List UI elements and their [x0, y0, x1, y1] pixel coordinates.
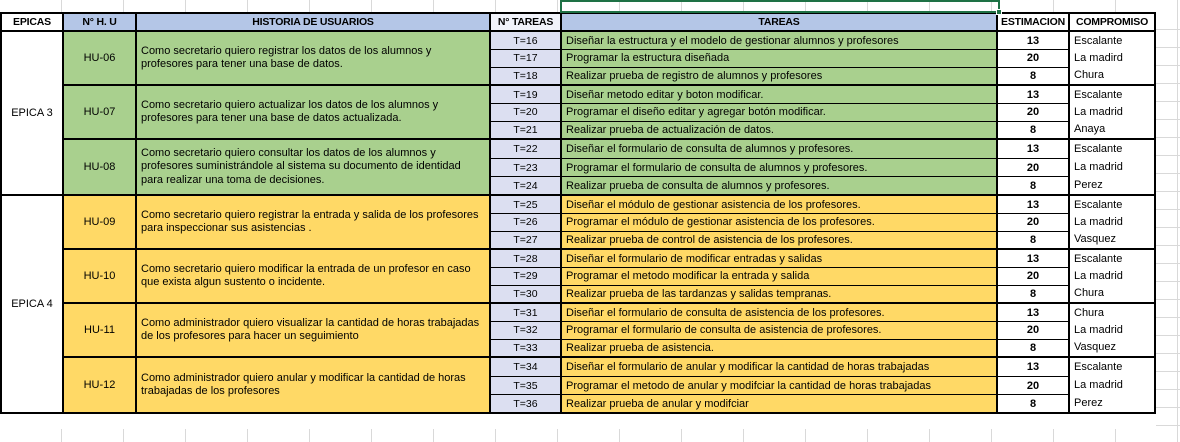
header-hu[interactable]: N° H. U [64, 14, 137, 30]
cell-task-no[interactable]: T=30 [491, 285, 562, 302]
story-hu-10 [64, 250, 1154, 304]
header-tareas[interactable]: TAREAS [562, 14, 998, 30]
task-row [491, 32, 1154, 49]
cell-estimacion[interactable]: 8 [998, 176, 1070, 194]
cell-compromiso[interactable]: La madird [1070, 49, 1154, 66]
empty-row-bottom [0, 429, 1180, 442]
user-stories-table [0, 12, 1156, 414]
header-epicas[interactable]: EPICAS [2, 14, 64, 30]
cell-estimacion[interactable]: 13 [998, 196, 1070, 213]
cell-historia[interactable]: Como secretario quiero modificar la entrada de un profesor en caso que exista algun sustento o incidente. [137, 250, 491, 302]
cell-compromiso[interactable]: La madrid [1070, 267, 1154, 284]
epic-3-block [2, 32, 1154, 196]
cell-compromiso[interactable]: Perez [1070, 394, 1154, 412]
cell-compromiso[interactable]: Escalante [1070, 86, 1154, 103]
cell-task-no[interactable]: T=21 [491, 121, 562, 138]
cell-estimacion[interactable]: 20 [998, 158, 1070, 176]
cell-estimacion[interactable]: 13 [998, 250, 1070, 267]
header-n-tareas[interactable]: N° TAREAS [491, 14, 562, 30]
cell-estimacion[interactable]: 8 [998, 67, 1070, 84]
header-historia[interactable]: HISTORIA DE USUARIOS [137, 14, 491, 30]
task-row [491, 158, 1154, 176]
cell-task[interactable]: Diseñar metodo editar y boton modificar. [562, 86, 998, 103]
cell-estimacion[interactable]: 20 [998, 321, 1070, 338]
cell-task[interactable]: Realizar prueba de control de asistencia de los profesores. [562, 231, 998, 248]
cell-hu[interactable]: HU-06 [64, 32, 137, 84]
cell-compromiso[interactable]: Anaya [1070, 121, 1154, 138]
task-row [491, 358, 1154, 376]
cell-estimacion[interactable]: 8 [998, 394, 1070, 412]
cell-estimacion[interactable]: 8 [998, 121, 1070, 138]
cell-task[interactable]: Diseñar el formulario de modificar entradas y salidas [562, 250, 998, 267]
cell-task[interactable]: Realizar prueba de las tardanzas y salidas tempranas. [562, 285, 998, 302]
cell-task-no[interactable]: T=17 [491, 49, 562, 66]
cell-estimacion[interactable]: 20 [998, 213, 1070, 230]
cell-estimacion[interactable]: 20 [998, 267, 1070, 284]
cell-estimacion[interactable]: 20 [998, 376, 1070, 394]
task-row [491, 321, 1154, 338]
task-row [491, 339, 1154, 356]
cell-estimacion[interactable]: 13 [998, 358, 1070, 376]
task-row [491, 121, 1154, 138]
cell-task[interactable]: Programar el diseño editar y agregar botón modificar. [562, 103, 998, 120]
cell-compromiso[interactable]: Escalante [1070, 250, 1154, 267]
cell-task-no[interactable]: T=36 [491, 394, 562, 412]
cell-historia[interactable]: Como secretario quiero consultar los datos de los alumnos y profesores suministrándole al sistema su documento de identidad para realizar una toma de decisiones. [137, 140, 491, 194]
cell-task[interactable]: Programar el módulo de gestionar asistencia de los profesores. [562, 213, 998, 230]
cell-hu[interactable]: HU-11 [64, 304, 137, 356]
cell-historia[interactable]: Como administrador quiero anular y modificar la cantidad de horas trabajadas de los profesores [137, 358, 491, 412]
task-row [491, 304, 1154, 321]
cell-compromiso[interactable]: La madrid [1070, 213, 1154, 230]
story-hu-08 [64, 140, 1154, 194]
cell-task[interactable]: Realizar prueba de consulta de alumnos y profesores. [562, 176, 998, 194]
cell-task-no[interactable]: T=29 [491, 267, 562, 284]
cell-task-no[interactable]: T=27 [491, 231, 562, 248]
cell-task[interactable]: Programar el metodo de anular y modifciar la cantidad de horas trabajadas [562, 376, 998, 394]
cell-hu[interactable]: HU-10 [64, 250, 137, 302]
cell-hu[interactable]: HU-09 [64, 196, 137, 248]
story-hu-07 [64, 86, 1154, 140]
cell-estimacion[interactable]: 13 [998, 140, 1070, 158]
selection-border [560, 0, 1000, 13]
cell-epic-label[interactable]: EPICA 3 [2, 32, 64, 194]
cell-estimacion[interactable]: 20 [998, 49, 1070, 66]
story-hu-11 [64, 304, 1154, 358]
epic-4-block [2, 196, 1154, 412]
cell-estimacion[interactable]: 20 [998, 103, 1070, 120]
task-row [491, 176, 1154, 194]
cell-compromiso[interactable]: La madrid [1070, 158, 1154, 176]
cell-compromiso[interactable]: Perez [1070, 176, 1154, 194]
cell-task-no[interactable]: T=22 [491, 140, 562, 158]
cell-compromiso[interactable]: La madrid [1070, 321, 1154, 338]
task-row [491, 103, 1154, 120]
cell-task-no[interactable]: T=33 [491, 339, 562, 356]
task-row [491, 250, 1154, 267]
cell-task-no[interactable]: T=19 [491, 86, 562, 103]
story-hu-12 [64, 358, 1154, 412]
task-row [491, 376, 1154, 394]
cell-task-no[interactable]: T=28 [491, 250, 562, 267]
cell-compromiso[interactable]: Vasquez [1070, 339, 1154, 356]
empty-cells-right [1156, 12, 1180, 429]
cell-compromiso[interactable]: Chura [1070, 304, 1154, 321]
cell-hu[interactable]: HU-08 [64, 140, 137, 194]
cell-compromiso[interactable]: Escalante [1070, 196, 1154, 213]
cell-estimacion[interactable]: 13 [998, 32, 1070, 49]
cell-task-no[interactable]: T=20 [491, 103, 562, 120]
cell-task[interactable]: Realizar prueba de asistencia. [562, 339, 998, 356]
cell-compromiso[interactable]: Chura [1070, 285, 1154, 302]
task-row [491, 231, 1154, 248]
cell-task[interactable]: Programar el formulario de consulta de alumnos y profesores. [562, 158, 998, 176]
cell-task[interactable]: Diseñar el módulo de gestionar asistencia de los profesores. [562, 196, 998, 213]
cell-estimacion[interactable]: 13 [998, 304, 1070, 321]
cell-compromiso[interactable]: Escalante [1070, 140, 1154, 158]
header-estimacion[interactable]: ESTIMACION [998, 14, 1070, 30]
cell-task-no[interactable]: T=25 [491, 196, 562, 213]
cell-historia[interactable]: Como administrador quiero visualizar la cantidad de horas trabajadas de los profesores para hacer un seguimiento [137, 304, 491, 356]
cell-task-no[interactable]: T=16 [491, 32, 562, 49]
cell-task-no[interactable]: T=23 [491, 158, 562, 176]
cell-hu[interactable]: HU-07 [64, 86, 137, 138]
cell-task[interactable]: Diseñar el formulario de consulta de alumnos y profesores. [562, 140, 998, 158]
cell-estimacion[interactable]: 8 [998, 339, 1070, 356]
cell-task-no[interactable]: T=18 [491, 67, 562, 84]
cell-task[interactable]: Programar el formulario de consulta de asistencia de profesores. [562, 321, 998, 338]
cell-task[interactable]: Diseñar la estructura y el modelo de gestionar alumnos y profesores [562, 32, 998, 49]
cell-compromiso[interactable]: La madrid [1070, 103, 1154, 120]
header-row [2, 14, 1154, 32]
task-row [491, 140, 1154, 158]
task-row [491, 67, 1154, 84]
cell-task-no[interactable]: T=31 [491, 304, 562, 321]
cell-task[interactable]: Diseñar el formulario de anular y modificar la cantidad de horas trabajadas [562, 358, 998, 376]
task-row [491, 49, 1154, 66]
cell-task[interactable]: Programar el metodo modificar la entrada y salida [562, 267, 998, 284]
task-row [491, 394, 1154, 412]
cell-task[interactable]: Realizar prueba de anular y modifciar [562, 394, 998, 412]
cell-task[interactable]: Realizar prueba de actualización de datos. [562, 121, 998, 138]
cell-hu[interactable]: HU-12 [64, 358, 137, 412]
cell-compromiso[interactable]: Chura [1070, 67, 1154, 84]
cell-task[interactable]: Realizar prueba de registro de alumnos y profesores [562, 67, 998, 84]
cell-estimacion[interactable]: 13 [998, 86, 1070, 103]
cell-estimacion[interactable]: 8 [998, 285, 1070, 302]
cell-historia[interactable]: Como secretario quiero registrar la entrada y salida de los profesores para inspeccionar sus asistencias . [137, 196, 491, 248]
cell-historia[interactable]: Como secretario quiero actualizar los datos de los alumnos y profesores para tener una base de datos actualizada. [137, 86, 491, 138]
task-row [491, 86, 1154, 103]
story-hu-09 [64, 196, 1154, 250]
cell-task-no[interactable]: T=24 [491, 176, 562, 194]
cell-compromiso[interactable]: La madrid [1070, 376, 1154, 394]
cell-compromiso[interactable]: Escalante [1070, 32, 1154, 49]
task-row [491, 213, 1154, 230]
cell-compromiso[interactable]: Escalante [1070, 358, 1154, 376]
cell-historia[interactable]: Como secretario quiero registrar los datos de los alumnos y profesores para tener una base de datos. [137, 32, 491, 84]
task-row [491, 196, 1154, 213]
task-row [491, 285, 1154, 302]
cell-epic-label[interactable]: EPICA 4 [2, 196, 64, 412]
task-row [491, 267, 1154, 284]
cell-compromiso[interactable]: Vasquez [1070, 231, 1154, 248]
selection-fill-handle[interactable] [996, 9, 1002, 15]
cell-task-no[interactable]: T=26 [491, 213, 562, 230]
cell-task[interactable]: Diseñar el formulario de consulta de asistencia de los profesores. [562, 304, 998, 321]
cell-estimacion[interactable]: 8 [998, 231, 1070, 248]
cell-task[interactable]: Programar la estructura diseñada [562, 49, 998, 66]
story-hu-06 [64, 32, 1154, 86]
header-compromiso[interactable]: COMPROMISO [1070, 14, 1154, 30]
cell-task-no[interactable]: T=32 [491, 321, 562, 338]
cell-task-no[interactable]: T=34 [491, 358, 562, 376]
cell-task-no[interactable]: T=35 [491, 376, 562, 394]
